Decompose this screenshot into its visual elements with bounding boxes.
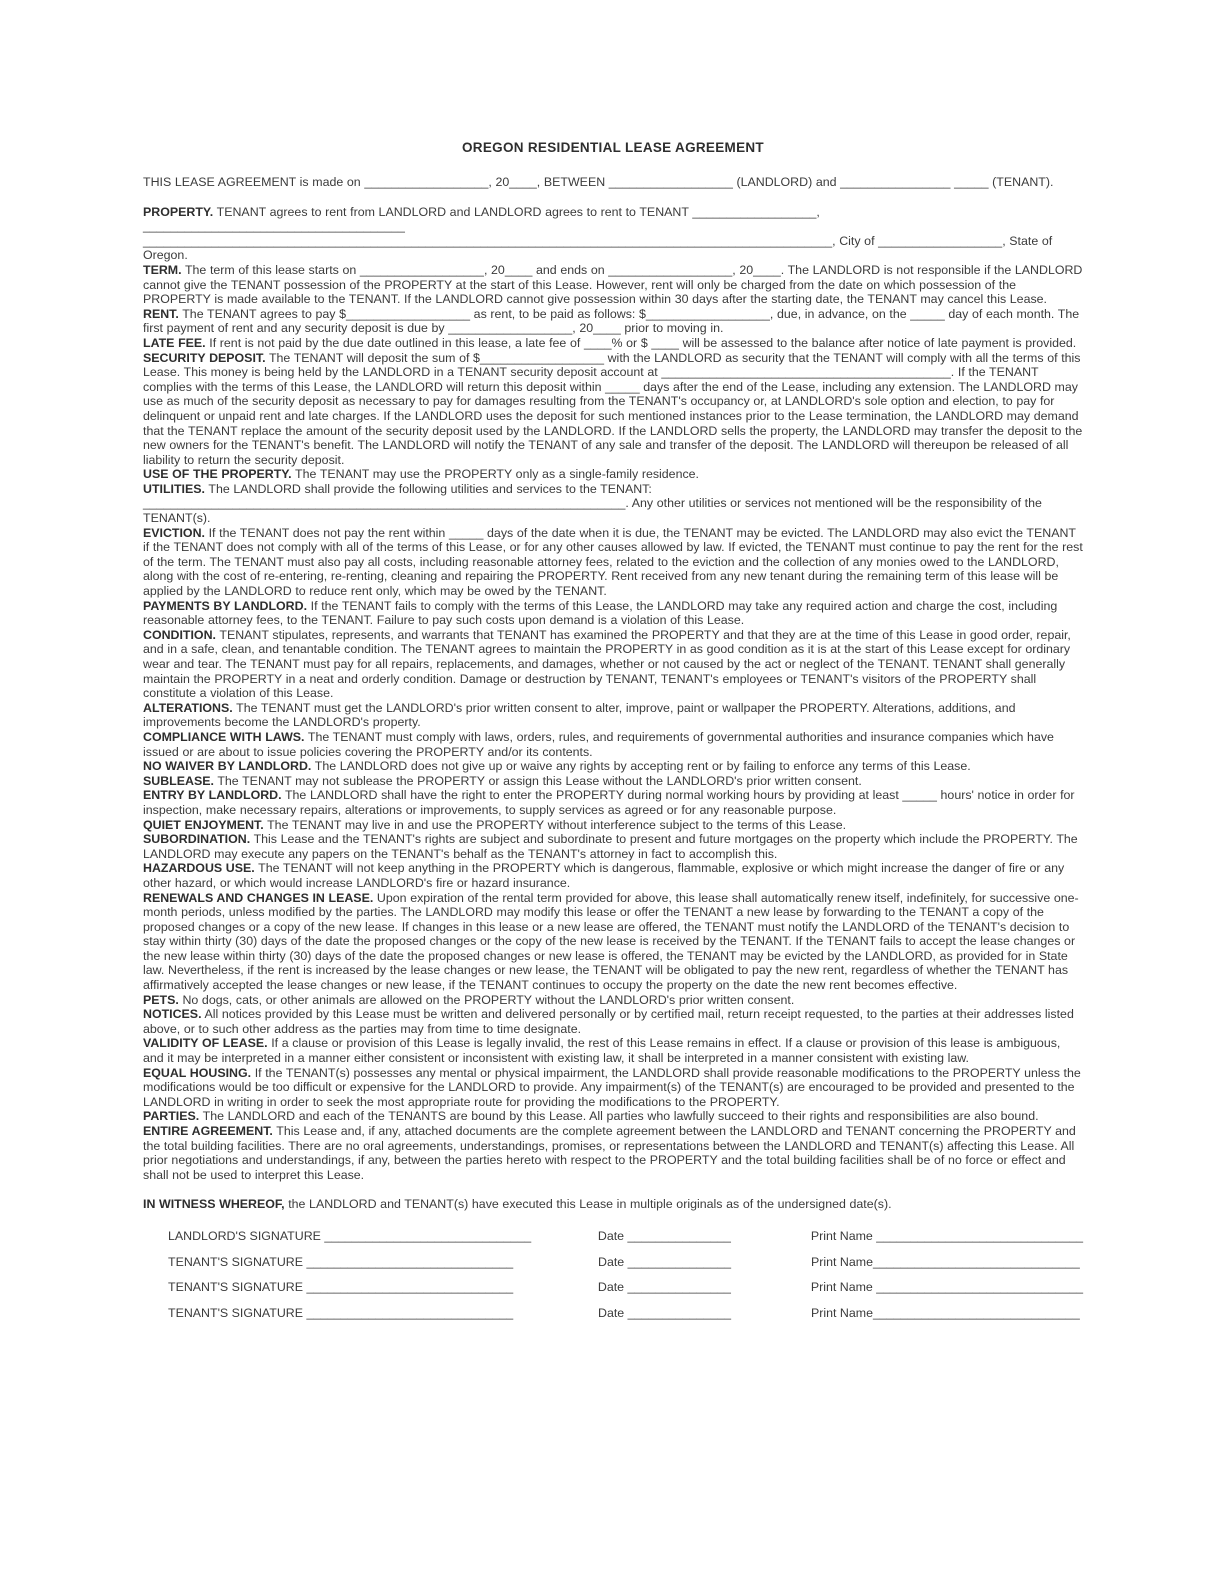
section-label: ENTIRE AGREEMENT. xyxy=(143,1124,273,1138)
section-label: SUBORDINATION. xyxy=(143,832,251,847)
section-paragraph xyxy=(143,351,1083,468)
section-label: EVICTION. xyxy=(143,525,205,540)
section-text: The LANDLORD does not give up or waive any rights by accepting rent or by failing to enforce any terms of this Lease. xyxy=(311,759,971,774)
print-name-blank-line: ______________________________ xyxy=(872,1280,1083,1295)
section-paragraph xyxy=(143,1036,1083,1065)
section-paragraph xyxy=(143,205,1083,263)
section-text: If the TENANT(s) possesses any mental or physical impairment, the LANDLORD shall provide reasonable modifications to the PROPERTY unless the modifications would be too difficult or expensive for the LANDLORD to provide. Any impairment(s) of the TENANT(s) are encouraged to be provided and presented to the LANDLORD in writing in order to seek the most appropriate route for providing the modifications to the PROPERTY. xyxy=(143,1065,1081,1109)
section-paragraph xyxy=(143,599,1083,628)
section-text: All notices provided by this Lease must be written and delivered personally or by certified mail, return receipt requested, to the parties at their addresses listed above, or to such other address as the parties may from time to time designate. xyxy=(143,1007,1074,1036)
section-label: SECURITY DEPOSIT. xyxy=(143,350,266,365)
print-name-field xyxy=(811,1255,1083,1270)
section-paragraph xyxy=(143,482,1083,526)
section-paragraph xyxy=(143,861,1083,890)
signature-row xyxy=(168,1280,1083,1295)
section-paragraph xyxy=(143,818,1083,833)
section-text: The TENANT may live in and use the PROPERTY without interference subject to the terms of this Lease. xyxy=(263,817,847,832)
signature-field-label: TENANT'S SIGNATURE xyxy=(168,1280,304,1295)
section-label: PARTIES. xyxy=(143,1109,200,1124)
section-paragraph xyxy=(143,891,1083,993)
print-name-field xyxy=(811,1306,1083,1321)
signature-field xyxy=(168,1306,598,1321)
date-field-label: Date xyxy=(598,1305,625,1320)
section-label: USE OF THE PROPERTY. xyxy=(143,467,292,482)
section-paragraph xyxy=(143,1007,1083,1036)
section-paragraph xyxy=(143,307,1083,336)
print-name-field-label: Print Name xyxy=(811,1254,873,1269)
section-text: The TENANT will deposit the sum of $__________________ with the LANDLORD as security that the TENANT will comply with all the terms of this Lease. This money is being held by the LANDLORD in a TENANT security deposit account at __________________________________________. If the TENANT complies with the terms of this Lease, the LANDLORD will return this deposit within _____ days after the end of the Lease, including any extension. The LANDLORD may use as much of the security deposit as necessary to pay for damages resulting from the TENANT's occupancy or, at LANDLORD's sole option and election, to pay for delinquent or unpaid rent and late charges. If the LANDLORD uses the deposit for such mentioned instances prior to the Lease termination, the LANDLORD may demand that the TENANT replace the amount of the security deposit used by the LANDLORD. If the LANDLORD sells the property, the LANDLORD may transfer the deposit to the new owners for the TENANT's benefit. The LANDLORD will notify the TENANT of any sale and transfer of the deposit. The LANDLORD will thereupon be released of all liability to return the security deposit. xyxy=(143,350,1083,467)
date-field-label: Date xyxy=(597,1228,625,1243)
section-paragraph xyxy=(143,628,1083,701)
section-label: PETS. xyxy=(143,992,179,1007)
section-text: The LANDLORD shall provide the following utilities and services to the TENANT: ______________________________________________________________________. Any other utilities or services not mentioned will be the responsibility of the TENANT(s). xyxy=(143,481,1042,526)
section-label: RENT. xyxy=(143,306,179,321)
witness-text: the LANDLORD and TENANT(s) have executed this Lease in multiple originals as of the undersigned date(s). xyxy=(288,1197,892,1212)
section-label: EQUAL HOUSING. xyxy=(143,1065,252,1080)
section-text: This Lease and, if any, attached documents are the complete agreement between the LANDLORD and TENANT concerning the PROPERTY and the total building facilities. There are no oral agreements, understandings, promises, or representations between the LANDLORD and TENANT(s) affecting this Lease. All prior negotiations and understandings, if any, between the parties hereto with respect to the PROPERTY and the total building facilities shall be of no force or effect and shall not be used to interpret this Lease. xyxy=(143,1124,1076,1182)
signature-field xyxy=(168,1255,598,1270)
section-label: PROPERTY. xyxy=(143,204,214,219)
section-label: NOTICES. xyxy=(143,1007,202,1022)
section-text: The TENANT may not sublease the PROPERTY or assign this Lease without the LANDLORD's prior written consent. xyxy=(213,773,862,788)
section-paragraph xyxy=(143,701,1083,730)
section-paragraph xyxy=(143,263,1083,307)
section-label: PAYMENTS BY LANDLORD. xyxy=(143,598,308,613)
date-field-label: Date xyxy=(598,1254,625,1269)
section-paragraph xyxy=(143,1066,1083,1110)
date-blank-line: _______________ xyxy=(624,1280,731,1295)
section-label: CONDITION. xyxy=(143,627,216,642)
section-paragraph xyxy=(143,832,1083,861)
section-paragraph xyxy=(143,730,1083,759)
section-label: COMPLIANCE WITH LAWS. xyxy=(143,729,305,744)
date-field xyxy=(598,1255,811,1270)
lease-document-page xyxy=(143,140,1083,1331)
signature-field-label: TENANT'S SIGNATURE xyxy=(168,1254,304,1269)
section-label: SUBLEASE. xyxy=(143,773,214,788)
print-name-blank-line: ______________________________ xyxy=(872,1305,1080,1320)
signature-blank-line: ______________________________ xyxy=(320,1228,532,1243)
section-label: VALIDITY OF LEASE. xyxy=(143,1036,268,1051)
section-text: No dogs, cats, or other animals are allowed on the PROPERTY without the LANDLORD's prior written consent. xyxy=(178,992,795,1007)
section-label: ALTERATIONS. xyxy=(143,700,233,715)
witness-label: IN WITNESS WHEREOF, xyxy=(143,1197,285,1212)
section-label: QUIET ENJOYMENT. xyxy=(143,817,264,832)
section-text: TENANT stipulates, represents, and warrants that TENANT has examined the PROPERTY and that they are at the time of this Lease in good order, repair, and in a safe, clean, and tenantable condition. The TENANT agrees to maintain the PROPERTY in as good condition as it is at the start of this Lease except for ordinary wear and tear. The TENANT must pay for all repairs, replacements, and damages, whether or not caused by the act or neglect of the TENANT. TENANT shall generally maintain the PROPERTY in a neat and orderly condition. Damage or destruction by TENANT, TENANT's employees or TENANT's visitors of the PROPERTY shall constitute a violation of this Lease. xyxy=(143,627,1071,701)
section-paragraph xyxy=(143,1124,1083,1182)
date-field xyxy=(598,1229,811,1244)
date-blank-line: _______________ xyxy=(624,1305,731,1320)
print-name-field xyxy=(811,1280,1083,1295)
section-paragraph xyxy=(143,467,1083,482)
date-field xyxy=(598,1306,811,1321)
section-text: The term of this lease starts on __________________, 20____ and ends on __________________, 20____. The LANDLORD is not responsible if the LANDLORD cannot give the TENANT possession of the PROPERTY at the start of this Lease. However, rent will only be charged from the date on which possession of the PROPERTY is made available to the TENANT. If the LANDLORD cannot give possession within 30 days after the starting date, the TENANT may cancel this Lease. xyxy=(143,262,1083,307)
section-text: The TENANT may use the PROPERTY only as a single-family residence. xyxy=(291,467,699,482)
section-label: TERM. xyxy=(143,262,182,277)
signature-field-label: LANDLORD'S SIGNATURE xyxy=(168,1228,321,1243)
signature-row xyxy=(168,1229,1083,1244)
section-paragraph xyxy=(143,759,1083,774)
section-paragraph xyxy=(143,1109,1083,1124)
section-label: UTILITIES. xyxy=(143,481,205,496)
section-label: NO WAIVER BY LANDLORD. xyxy=(143,759,312,774)
section-paragraph xyxy=(143,336,1083,351)
print-name-blank-line: ______________________________ xyxy=(872,1254,1080,1269)
section-label: ENTRY BY LANDLORD. xyxy=(143,788,282,803)
print-name-field-label: Print Name xyxy=(810,1228,873,1243)
signature-blank-line: ______________________________ xyxy=(303,1280,514,1295)
section-text: The LANDLORD and each of the TENANTS are bound by this Lease. All parties who lawfully succeed to their rights and responsibilities are also bound. xyxy=(199,1109,1039,1124)
section-label: LATE FEE. xyxy=(143,335,206,350)
section-text: This Lease and the TENANT's rights are subject and subordinate to present and future mortgages on the property which include the PROPERTY. The LANDLORD may execute any papers on the TENANT's behalf as the TENANT's attorney in fact to accomplish this. xyxy=(143,832,1078,861)
sections-container xyxy=(143,205,1083,1183)
print-name-field-label: Print Name xyxy=(811,1305,873,1320)
section-text: If a clause or provision of this Lease is legally invalid, the rest of this Lease remains in effect. If a clause or provision of this lease is ambiguous, and it may be interpreted in a manner either consistent or inconsistent with existing law, it shall be interpreted in a manner consistent with existing law. xyxy=(143,1036,1061,1066)
signature-field xyxy=(168,1280,598,1295)
signature-blank-line: ______________________________ xyxy=(303,1305,514,1320)
date-field xyxy=(598,1280,811,1295)
witness-paragraph xyxy=(143,1197,1083,1212)
signature-field xyxy=(168,1229,598,1244)
section-text: The TENANT will not keep anything in the PROPERTY which is dangerous, flammable, explosive or which might increase the danger of fire or any other hazard, or which would increase LANDLORD's fire or hazard insurance. xyxy=(143,861,1065,890)
section-text: The LANDLORD shall have the right to enter the PROPERTY during normal working hours by providing at least _____ hours' notice in order for inspection, make necessary repairs, alterations or improvements, to supply services as agreed or for any reasonable purpose. xyxy=(143,788,1075,817)
intro-paragraph: THIS LEASE AGREEMENT is made on __________________, 20____, BETWEEN __________________ (LANDLORD) and ________________ _____ (TENANT). xyxy=(143,175,1054,189)
section-text: The TENANT must get the LANDLORD's prior written consent to alter, improve, paint or wallpaper the PROPERTY. Alterations, additions, and improvements become the LANDLORD's property. xyxy=(143,700,1016,730)
section-text: TENANT agrees to rent from LANDLORD and LANDLORD agrees to rent to TENANT __________________, ______________________________________ ____________________________________________________________________________________________________, City of __________________, State of Oregon. xyxy=(143,204,1053,263)
section-label: RENEWALS AND CHANGES IN LEASE. xyxy=(143,890,374,905)
document-title: OREGON RESIDENTIAL LEASE AGREEMENT xyxy=(462,140,764,155)
print-name-blank-line: ______________________________ xyxy=(872,1228,1083,1243)
section-label: HAZARDOUS USE. xyxy=(143,861,255,876)
section-text: If the TENANT fails to comply with the terms of this Lease, the LANDLORD may take any required action and charge the cost, including reasonable attorney fees, to the TENANT. Failure to pay such costs upon demand is a violation of this Lease. xyxy=(143,598,1058,628)
date-blank-line: _______________ xyxy=(624,1228,731,1243)
section-paragraph xyxy=(143,526,1083,599)
signature-blank-line: ______________________________ xyxy=(303,1254,514,1269)
print-name-field-label: Print Name xyxy=(810,1280,873,1295)
section-text: If the TENANT does not pay the rent within _____ days of the date when it is due, the TENANT may be evicted. The LANDLORD may also evict the TENANT if the TENANT does not comply with all of the terms of this Lease, or for any other causes allowed by law. If evicted, the TENANT must continue to pay the rent for the rest of the term. The TENANT must also pay all costs, including reasonable attorney fees, related to the eviction and the collection of any monies owed to the LANDLORD, along with the cost of re-entering, re-renting, cleaning and repairing the PROPERTY. Rent received from any new tenant during the remaining term of this lease will be applied by the LANDLORD to reduce rent only, which may be owed by the TENANT. xyxy=(143,525,1083,599)
section-text: If rent is not paid by the due date outlined in this lease, a late fee of ____% or $ ____ will be assessed to the balance after notice of late payment is provided. xyxy=(205,335,1077,350)
print-name-field xyxy=(811,1229,1083,1244)
section-text: The TENANT must comply with laws, orders, rules, and requirements of governmental authorities and insurance companies which have issued or are about to issue policies covering the PROPERTY and/or its contents. xyxy=(143,729,1054,759)
section-paragraph xyxy=(143,774,1083,789)
signature-field-label: TENANT'S SIGNATURE xyxy=(168,1305,304,1320)
signature-block xyxy=(143,1229,1083,1320)
date-blank-line: _______________ xyxy=(624,1254,731,1269)
section-paragraph xyxy=(143,788,1083,817)
signature-row xyxy=(168,1255,1083,1270)
date-field-label: Date xyxy=(597,1280,625,1295)
section-paragraph xyxy=(143,993,1083,1008)
section-text: The TENANT agrees to pay $__________________ as rent, to be paid as follows: $__________________, due, in advance, on the _____ day of each month. The first payment of rent and any security deposit is due by __________________, 20____ prior to moving in. xyxy=(143,306,1080,336)
signature-row xyxy=(168,1306,1083,1321)
section-text: Upon expiration of the rental term provided for above, this lease shall automatically renew itself, indefinitely, for successive one-month periods, unless modified by the parties. The LANDLORD may modify this lease or offer the TENANT a new lease by forwarding to the TENANT a copy of the proposed changes or a copy of the new lease. If changes in this lease or a new lease are offered, the TENANT must notify the LANDLORD of the TENANT's decision to stay within thirty (30) days of the date the proposed changes or the copy of the new lease is received by the TENANT. If the TENANT fails to accept the lease changes or the new lease within thirty (30) days of the date the proposed changes or new lease is offered, the TENANT may be evicted by the LANDLORD, as provided for in State law. Nevertheless, if the rent is increased by the lease changes or new lease, the TENANT will be obligated to pay the new rent, regardless of whether the TENANT has affirmatively accepted the lease changes or new lease, if the TENANT continues to occupy the property on the date the new rent becomes effective. xyxy=(143,890,1079,993)
